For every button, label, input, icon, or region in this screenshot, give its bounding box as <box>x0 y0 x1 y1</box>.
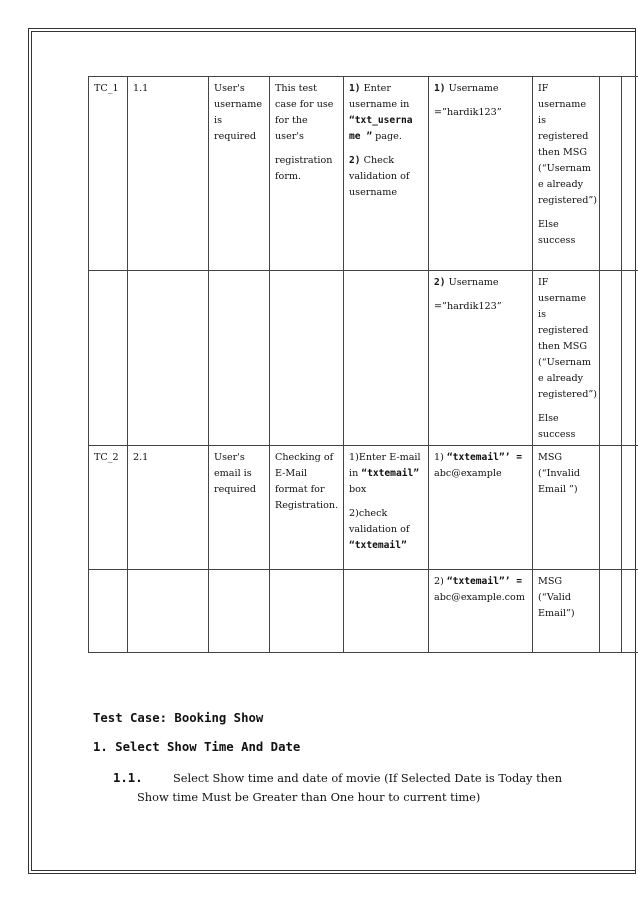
empty-cell <box>622 570 638 653</box>
sub-case-id: 2.1 <box>128 446 209 570</box>
empty-cell <box>270 271 344 446</box>
test-input: 1) Username =”hardik123” <box>429 77 533 271</box>
test-case-description: This test case for use for the user's registration form. <box>270 77 344 271</box>
empty-cell <box>209 271 270 446</box>
empty-cell <box>600 77 622 271</box>
table-row <box>89 77 638 271</box>
empty-cell <box>622 446 638 570</box>
test-input: 2) Username =”hardik123” <box>429 271 533 446</box>
table-row <box>89 271 638 446</box>
empty-cell <box>89 271 128 446</box>
empty-cell <box>128 570 209 653</box>
empty-cell <box>600 446 622 570</box>
sub-case-id: 1.1 <box>128 77 209 271</box>
table-row <box>89 570 638 653</box>
subsection-text-continued: Show time Must be Greater than One hour to current time) <box>137 790 481 804</box>
empty-cell <box>622 271 638 446</box>
test-input: 1) “txtemail”’ = abc@example <box>429 446 533 570</box>
test-case-title: User's username is required <box>209 77 270 271</box>
test-input: 2) “txtemail”’ = abc@example.com <box>429 570 533 653</box>
test-steps: 1) Enter username in “txt_userna me ” page. 2) Check validation of username <box>344 77 429 271</box>
expected-result: IF username is registered then MSG (“Usernam e already registered”) Else success <box>533 271 600 446</box>
test-steps: 1)Enter E-mail in “txtemail” box 2)check validation of “txtemail” <box>344 446 429 570</box>
empty-cell <box>600 271 622 446</box>
empty-cell <box>209 570 270 653</box>
empty-cell <box>344 271 429 446</box>
subsection-text: Select Show time and date of movie (If Selected Date is Today then <box>173 771 563 785</box>
test-case-table <box>88 76 638 653</box>
empty-cell <box>600 570 622 653</box>
section-heading: 1. Select Show Time And Date <box>93 740 301 754</box>
test-case-description: Checking of E-Mail format for Registration. <box>270 446 344 570</box>
test-case-title: User's email is required <box>209 446 270 570</box>
empty-cell <box>128 271 209 446</box>
empty-cell <box>89 570 128 653</box>
subsection-number: 1.1. <box>113 771 143 785</box>
expected-result: MSG (“Valid Email”) <box>533 570 600 653</box>
test-case-id: TC_2 <box>89 446 128 570</box>
empty-cell <box>344 570 429 653</box>
expected-result: MSG (“Invalid Email ”) <box>533 446 600 570</box>
table-row <box>89 446 638 570</box>
empty-cell <box>622 77 638 271</box>
section-title: Test Case: Booking Show <box>93 711 264 725</box>
test-case-id: TC_1 <box>89 77 128 271</box>
expected-result: IF username is registered then MSG (“Usernam e already registered”) Else success <box>533 77 600 271</box>
empty-cell <box>270 570 344 653</box>
